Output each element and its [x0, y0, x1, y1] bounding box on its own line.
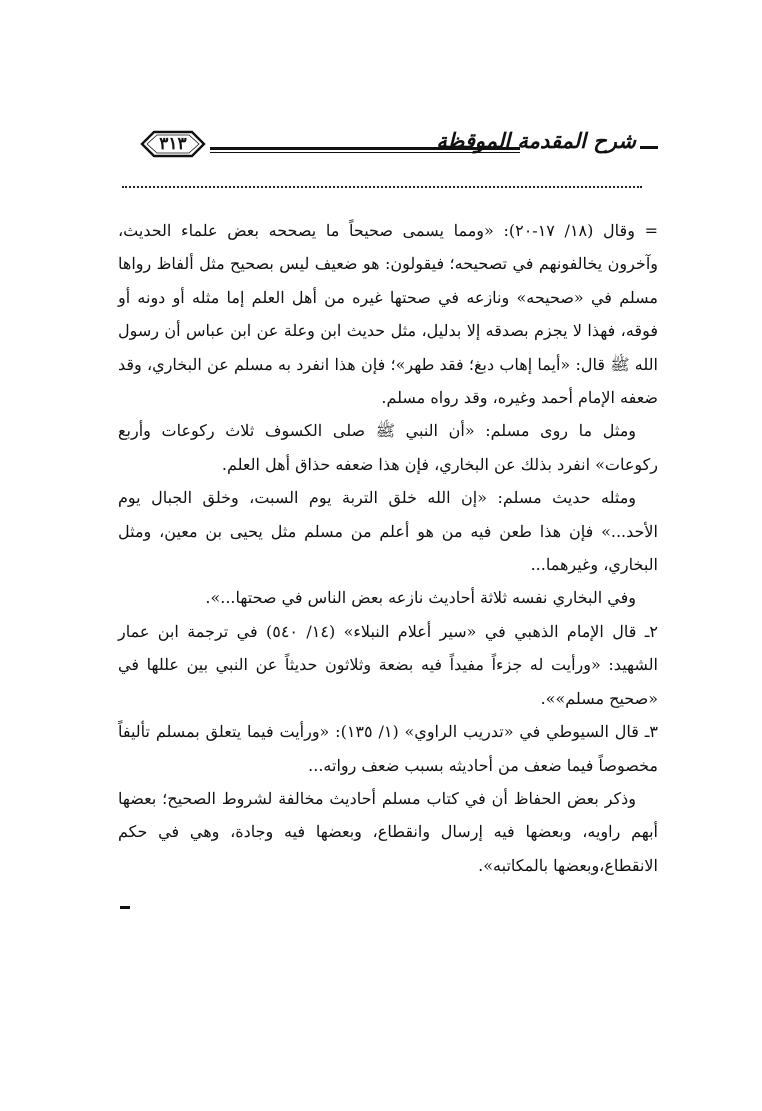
title-dash — [640, 146, 658, 149]
page-header — [118, 120, 658, 170]
paragraph: ومثله حديث مسلم: «إن الله خلق التربة يوم السبت، وخلق الجبال يوم الأحد...» فإن هذا طعن فيه من هو أعلم من مسلم مثل يحيى بن معين، ومثل البخاري، وغيرهما... — [118, 488, 658, 575]
dotted-separator — [122, 186, 642, 188]
paragraph: ٣ـ قال السيوطي في «تدريب الراوي» (١/ ١٣٥): «ورأيت فيما يتعلق بمسلم تأليفاً مخصوصاً فيما ضعف من أحاديثه بسبب ضعف رواته... — [118, 722, 659, 775]
page-number: ٣١٣ — [159, 134, 187, 154]
paragraph: ومثل ما روى مسلم: «أن النبي ﷺ صلى الكسوف ثلاث ركوعات وأربع ركوعات» انفرد بذلك عن البخاري، فإن هذا ضعفه حذاق أهل العلم. — [118, 421, 658, 474]
page-number-badge — [140, 130, 206, 158]
paragraph: وفي البخاري نفسه ثلاثة أحاديث نازعه بعض الناس في صحتها...». — [205, 588, 636, 608]
end-dash — [120, 906, 130, 909]
paragraph: وذكر بعض الحفاظ أن في كتاب مسلم أحاديث مخالفة لشروط الصحيح؛ بعضها أبهم راويه، وبعضها فيه إرسال وانقطاع، وبعضها فيه وجادة، وهي في حكم الانقطاع،وبعضها بالمكاتبه». — [118, 788, 658, 875]
body-text — [118, 214, 658, 882]
paragraph: ٢ـ قال الإمام الذهبي في «سير أعلام النبلاء» (١٤/ ٥٤٠) في ترجمة ابن عمار الشهيد: «ورأيت له جزءاً مفيداً فيه بضعة وثلاثون حديثاً عن النبي بين عللها في «صحيح مسلم»». — [118, 621, 659, 708]
running-title: شرح المقدمة الموقظة — [436, 128, 636, 153]
paragraph: = وقال (١٨/ ١٧-٢٠): «ومما يسمى صحيحاً ما يصححه بعض علماء الحديث، وآخرون يخالفونهم في تصحيحه؛ فيقولون: هو ضعيف ليس بصحيح مثل ألفاظ رواها مسلم في «صحيحه» ونازعه في صحتها غيره من أهل العلم إما مثله أو دونه أو فوقه، فهذا لا يجزم بصدقه إلا بدليل، مثل حديث ابن وعلة عن ابن عباس أن رسول الله ﷺ قال: «أيما إهاب دبغ؛ فقد طهر»؛ فإن هذا انفرد به مسلم عن البخاري، وقد ضعفه الإمام أحمد وغيره، وقد رواه مسلم. — [118, 221, 659, 408]
